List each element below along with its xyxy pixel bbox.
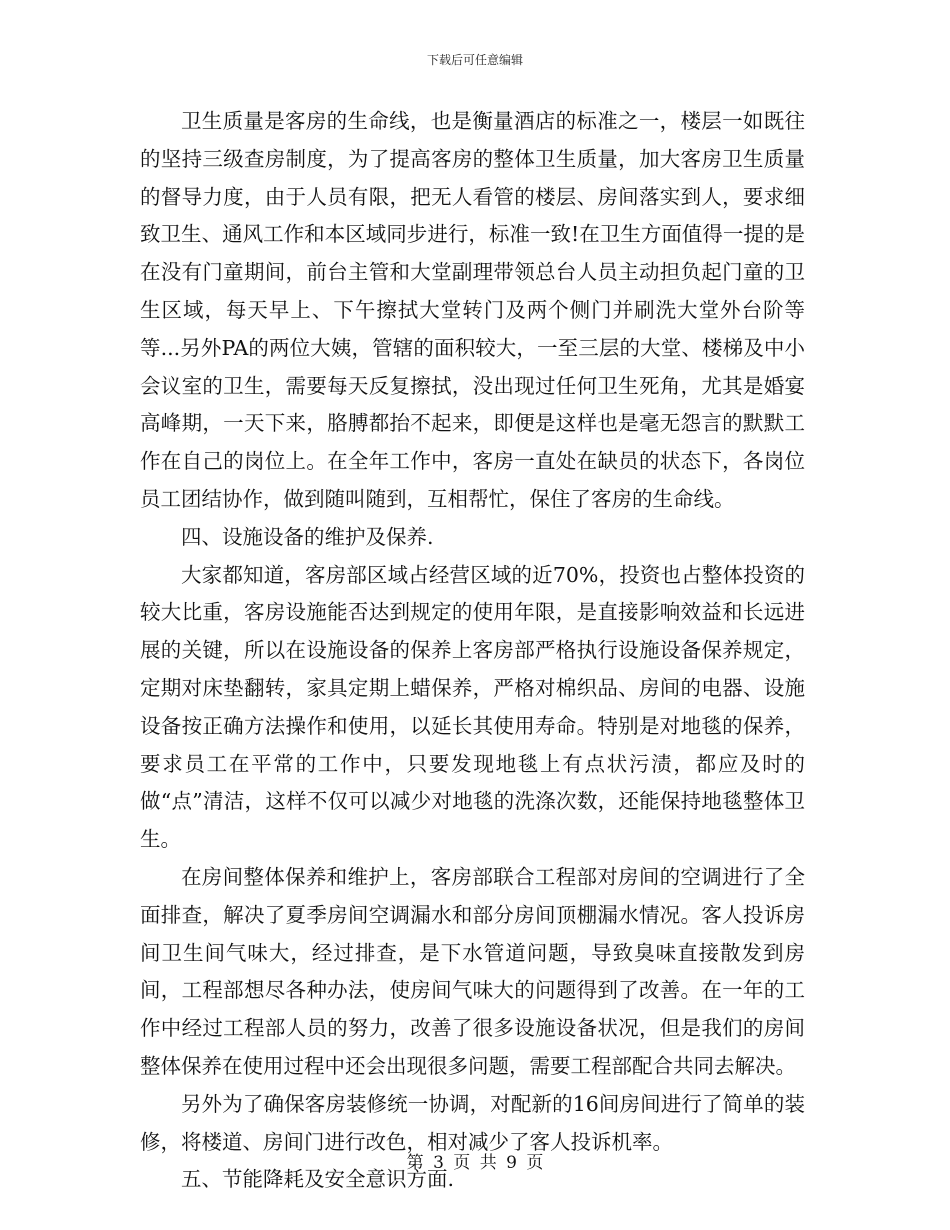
paragraph-renovation: 另外为了确保客房装修统一协调，对配新的16间房间进行了简单的装修，将楼道、房间门进行改色，相对减少了客人投诉机率。	[140, 1091, 805, 1154]
page-header-note: 下载后可任意编辑	[426, 53, 523, 67]
paragraph-room-repairs: 在房间整体保养和维护上，客房部联合工程部对房间的空调进行了全面排查，解决了夏季房间空调漏水和部分房间顶棚漏水情况。客人投诉房间卫生间气味大，经过排查，是下水管道问题，导致臭味直接散发到房间，工程部想尽各种办法，使房间气味大的问题得到了改善。在一年的工作中经过工程部人员的努力，改善了很多设施设备状况，但是我们的房间整体保养在使用过程中还会出现很多问题，需要工程部配合共同去解决。	[140, 864, 805, 1078]
page-number: 第 3 页 共 9 页	[406, 1153, 544, 1173]
section-heading-energy-safety: 五、节能降耗及安全意识方面.	[181, 1167, 455, 1192]
paragraph-hygiene-quality: 卫生质量是客房的生命线，也是衡量酒店的标准之一，楼层一如既往的坚持三级查房制度，为了提高客房的整体卫生质量，加大客房卫生质量的督导力度，由于人员有限，把无人看管的楼层、房间落实到人，要求细致卫生、通风工作和本区域同步进行，标准一致!在卫生方面值得一提的是在没有门童期间，前台主管和大堂副理带领总台人员主动担负起门童的卫生区域，每天早上、下午擦拭大堂转门及两个侧门并刷洗大堂外台阶等等...另外PA的两位大姨，管辖的面积较大，一至三层的大堂、楼梯及中小会议室的卫生，需要每天反复擦拭，没出现过任何卫生死角，尤其是婚宴高峰期，一天下来，胳膊都抬不起来，即便是这样也是毫无怨言的默默工作在自己的岗位上。在全年工作中，客房一直处在缺员的状态下，各岗位员工团结协作，做到随叫随到，互相帮忙，保住了客房的生命线。	[140, 109, 805, 511]
document-body	[140, 103, 805, 1199]
paragraph-facilities-maintenance: 大家都知道，客房部区域占经营区域的近70%，投资也占整体投资的较大比重，客房设施能否达到规定的使用年限，是直接影响效益和长远进展的关键，所以在设施设备的保养上客房部严格执行设施设备保养规定，定期对床垫翻转，家具定期上蜡保养，严格对棉织品、房间的电器、设施设备按正确方法操作和使用，以延长其使用寿命。特别是对地毯的保养，要求员工在平常的工作中，只要发现地毯上有点状污渍，都应及时的做“点”清洁，这样不仅可以减少对地毯的洗涤次数，还能保持地毯整体卫生。	[140, 562, 805, 852]
section-heading-facilities-maintenance: 四、设施设备的维护及保养.	[181, 524, 434, 549]
